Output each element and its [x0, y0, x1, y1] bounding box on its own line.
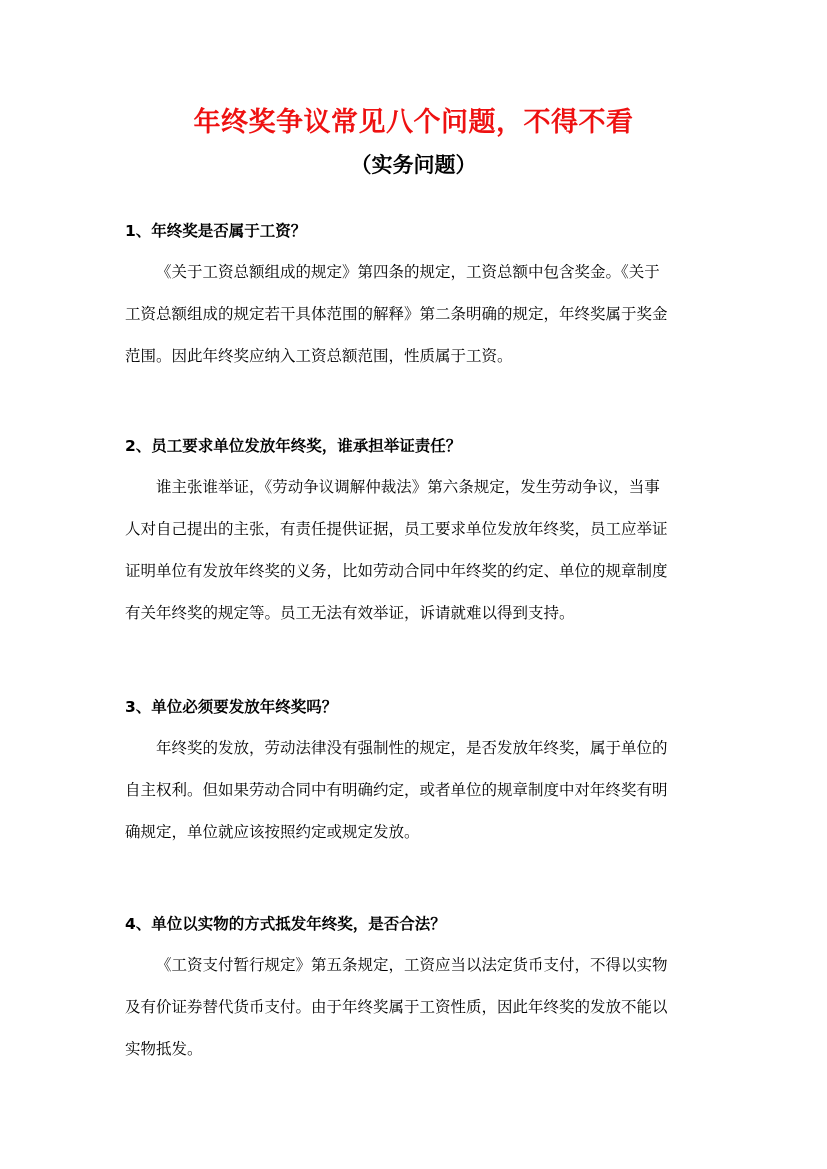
document-title: 年终奖争议常见八个问题，不得不看	[193, 107, 634, 138]
question-heading: 4、单位以实物的方式抵发年终奖，是否合法？	[125, 915, 446, 933]
section-2	[125, 434, 705, 634]
answer-paragraph	[125, 727, 705, 853]
paragraph-line: 自主权利。但如果劳动合同中有明确约定，或者单位的规章制度中对年终奖有明	[125, 781, 668, 799]
paragraph-line: 人对自己提出的主张，有责任提供证据，员工要求单位发放年终奖，员工应举证	[125, 520, 668, 538]
paragraph-line: 年终奖的发放，劳动法律没有强制性的规定，是否发放年终奖，属于单位的	[156, 739, 668, 757]
paragraph-line: 工资总额组成的规定若干具体范围的解释》第二条明确的规定，年终奖属于奖金	[125, 305, 668, 323]
section-4	[125, 912, 705, 1070]
question-heading: 2、员工要求单位发放年终奖，谁承担举证责任？	[125, 437, 462, 455]
section-1	[125, 219, 705, 377]
paragraph-line: 范围。因此年终奖应纳入工资总额范围，性质属于工资。	[125, 347, 513, 365]
paragraph-line: 有关年终奖的规定等。员工无法有效举证，诉请就难以得到支持。	[125, 604, 575, 622]
paragraph-line: 及有价证券替代货币支付。由于年终奖属于工资性质，因此年终奖的发放不能以	[125, 998, 668, 1016]
document-subtitle: （实务问题）	[350, 152, 477, 177]
paragraph-line: 谁主张谁举证，《劳动争议调解仲裁法》第六条规定，发生劳动争议，当事	[156, 478, 660, 496]
question-heading: 3、单位必须要发放年终奖吗？	[125, 698, 338, 716]
paragraph-line: 《关于工资总额组成的规定》第四条的规定，工资总额中包含奖金。《关于	[156, 263, 660, 281]
paragraph-line: 实物抵发。	[125, 1040, 203, 1058]
question-heading: 1、年终奖是否属于工资？	[125, 222, 307, 240]
answer-paragraph	[125, 944, 705, 1070]
paragraph-line: 确规定，单位就应该按照约定或规定发放。	[125, 823, 420, 841]
answer-paragraph	[125, 466, 705, 634]
answer-paragraph	[125, 251, 705, 377]
paragraph-line: 《工资支付暂行规定》第五条规定，工资应当以法定货币支付，不得以实物	[156, 956, 668, 974]
paragraph-line: 证明单位有发放年终奖的义务，比如劳动合同中年终奖的约定、单位的规章制度	[125, 562, 668, 580]
section-3	[125, 695, 705, 853]
